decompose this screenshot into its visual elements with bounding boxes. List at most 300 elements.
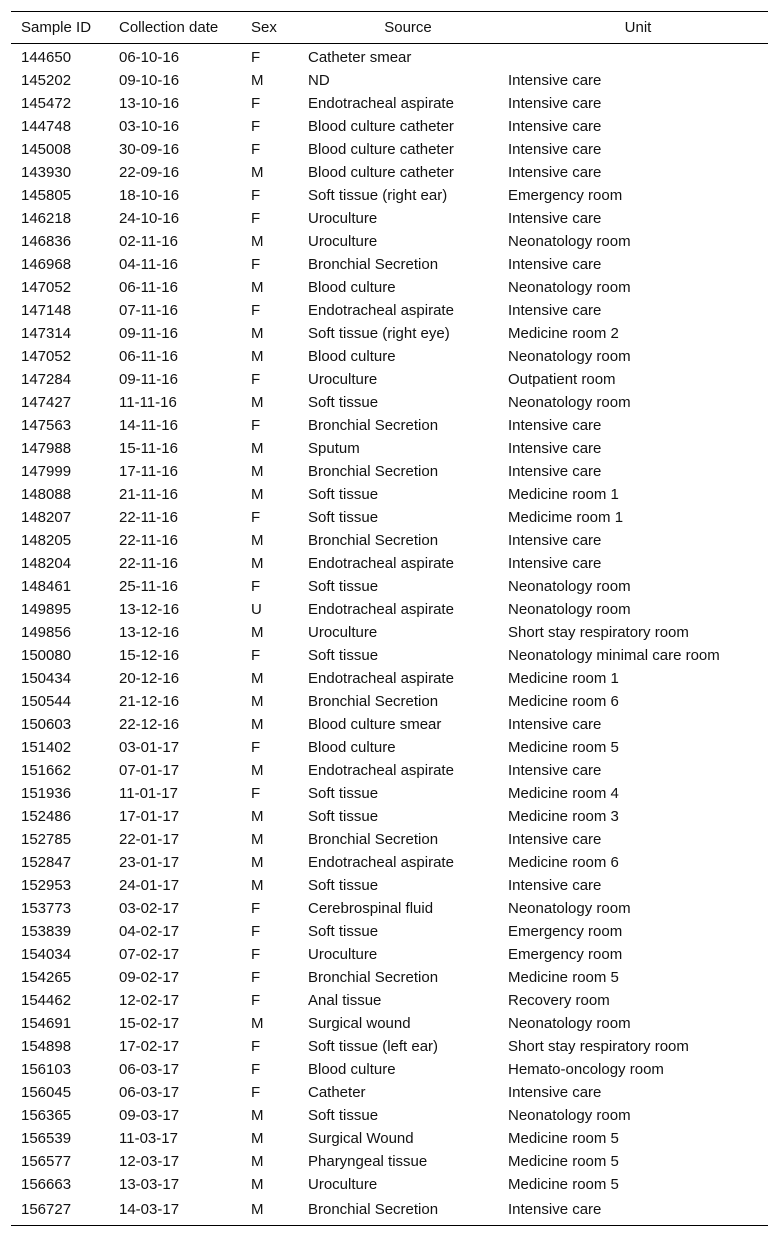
cell-sample-id: 147314 <box>21 325 72 342</box>
cell-unit: Medicine room 1 <box>508 486 619 503</box>
table-row <box>11 1196 768 1226</box>
cell-collection-date: 12-02-17 <box>119 992 180 1009</box>
table-row <box>11 736 768 759</box>
cell-source: Endotracheal aspirate <box>308 670 454 687</box>
cell-collection-date: 06-11-16 <box>119 348 178 365</box>
cell-collection-date: 15-02-17 <box>119 1015 180 1032</box>
cell-source: Soft tissue <box>308 877 379 894</box>
table-row <box>11 299 768 322</box>
table-row <box>11 690 768 713</box>
cell-source: Blood culture catheter <box>308 164 454 181</box>
cell-sample-id: 156539 <box>21 1130 72 1147</box>
cell-source: Sputum <box>308 440 360 457</box>
cell-collection-date: 07-02-17 <box>119 946 180 963</box>
cell-collection-date: 22-11-16 <box>119 509 178 526</box>
cell-source: ND <box>308 72 330 89</box>
table-row <box>11 805 768 828</box>
cell-unit: Neonatology room <box>508 601 631 618</box>
table-row <box>11 874 768 897</box>
samples-table <box>11 11 768 1226</box>
cell-source: Blood culture catheter <box>308 118 454 135</box>
cell-unit: Neonatology minimal care room <box>508 647 720 664</box>
table-row <box>11 391 768 414</box>
cell-sample-id: 147563 <box>21 417 72 434</box>
table-row <box>11 69 768 92</box>
cell-collection-date: 09-02-17 <box>119 969 180 986</box>
cell-collection-date: 09-11-16 <box>119 371 178 388</box>
cell-sex: U <box>251 601 262 618</box>
cell-sex: F <box>251 1038 261 1055</box>
cell-sex: M <box>251 670 264 687</box>
cell-collection-date: 17-11-16 <box>119 463 178 480</box>
table-row <box>11 437 768 460</box>
cell-source: Soft tissue <box>308 785 379 802</box>
cell-unit: Medicime room 1 <box>508 509 624 526</box>
table-row <box>11 621 768 644</box>
table-row <box>11 460 768 483</box>
cell-collection-date: 25-11-16 <box>119 578 178 595</box>
cell-source: Bronchial Secretion <box>308 417 439 434</box>
cell-source: Soft tissue (left ear) <box>308 1038 439 1055</box>
cell-sex: F <box>251 141 261 158</box>
cell-source: Catheter smear <box>308 49 412 66</box>
cell-unit: Intensive care <box>508 463 602 480</box>
table-row <box>11 1173 768 1196</box>
cell-sample-id: 151936 <box>21 785 72 802</box>
cell-source: Blood culture catheter <box>308 141 454 158</box>
cell-sex: M <box>251 854 264 871</box>
table-row <box>11 966 768 989</box>
cell-collection-date: 22-12-16 <box>119 716 180 733</box>
cell-unit: Neonatology room <box>508 394 631 411</box>
cell-unit: Short stay respiratory room <box>508 1038 689 1055</box>
cell-sex: M <box>251 1130 264 1147</box>
cell-collection-date: 06-03-17 <box>119 1061 180 1078</box>
table-row <box>11 1012 768 1035</box>
cell-unit: Hemato-oncology room <box>508 1061 664 1078</box>
cell-unit: Emergency room <box>508 187 623 204</box>
cell-sex: M <box>251 164 264 181</box>
cell-sample-id: 154898 <box>21 1038 72 1055</box>
cell-sex: F <box>251 969 261 986</box>
cell-source: Soft tissue <box>308 509 379 526</box>
cell-sample-id: 156365 <box>21 1107 72 1124</box>
cell-sex: F <box>251 1084 261 1101</box>
cell-source: Soft tissue <box>308 486 379 503</box>
table-body <box>11 44 768 1226</box>
cell-sex: M <box>251 72 264 89</box>
cell-unit: Intensive care <box>508 831 602 848</box>
header-sample-id: Sample ID <box>11 12 119 44</box>
cell-sample-id: 154691 <box>21 1015 72 1032</box>
cell-sample-id: 145805 <box>21 187 72 204</box>
cell-collection-date: 03-01-17 <box>119 739 180 756</box>
cell-source: Surgical Wound <box>308 1130 414 1147</box>
header-row <box>11 12 768 44</box>
cell-unit: Intensive care <box>508 1084 602 1101</box>
cell-unit: Neonatology room <box>508 578 631 595</box>
cell-sex: M <box>251 532 264 549</box>
cell-sex: M <box>251 624 264 641</box>
cell-unit: Recovery room <box>508 992 610 1009</box>
cell-collection-date: 11-01-17 <box>119 785 178 802</box>
cell-unit: Neonatology room <box>508 233 631 250</box>
cell-sex: M <box>251 394 264 411</box>
cell-sex: M <box>251 693 264 710</box>
cell-sample-id: 147988 <box>21 440 72 457</box>
cell-sex: M <box>251 1176 264 1193</box>
cell-source: Soft tissue <box>308 808 379 825</box>
cell-collection-date: 04-11-16 <box>119 256 178 273</box>
cell-sex: F <box>251 647 261 664</box>
cell-source: Uroculture <box>308 1176 378 1193</box>
cell-collection-date: 15-12-16 <box>119 647 180 664</box>
cell-collection-date: 17-02-17 <box>119 1038 180 1055</box>
cell-source: Uroculture <box>308 233 378 250</box>
table-row <box>11 92 768 115</box>
cell-sample-id: 156045 <box>21 1084 72 1101</box>
cell-sample-id: 152847 <box>21 854 72 871</box>
cell-sample-id: 146836 <box>21 233 72 250</box>
cell-source: Endotracheal aspirate <box>308 601 454 618</box>
cell-collection-date: 14-11-16 <box>119 417 178 434</box>
cell-unit: Intensive care <box>508 440 602 457</box>
cell-sex: F <box>251 49 261 66</box>
cell-sex: M <box>251 1153 264 1170</box>
cell-sample-id: 150434 <box>21 670 72 687</box>
cell-sex: F <box>251 900 261 917</box>
cell-collection-date: 06-11-16 <box>119 279 178 296</box>
cell-sample-id: 147052 <box>21 348 72 365</box>
table-row <box>11 414 768 437</box>
cell-collection-date: 06-03-17 <box>119 1084 180 1101</box>
cell-sample-id: 154265 <box>21 969 72 986</box>
cell-sample-id: 147052 <box>21 279 72 296</box>
cell-sex: F <box>251 509 261 526</box>
cell-sex: M <box>251 348 264 365</box>
cell-unit: Intensive care <box>508 210 602 227</box>
cell-sample-id: 148205 <box>21 532 72 549</box>
cell-source: Endotracheal aspirate <box>308 302 454 319</box>
cell-collection-date: 21-11-16 <box>119 486 178 503</box>
cell-collection-date: 09-10-16 <box>119 72 180 89</box>
cell-source: Soft tissue (right ear) <box>308 187 448 204</box>
cell-sex: M <box>251 808 264 825</box>
cell-unit: Intensive care <box>508 118 602 135</box>
cell-unit: Intensive care <box>508 877 602 894</box>
cell-source: Bronchial Secretion <box>308 831 439 848</box>
cell-sex: M <box>251 716 264 733</box>
cell-sex: F <box>251 187 261 204</box>
cell-collection-date: 15-11-16 <box>119 440 178 457</box>
cell-collection-date: 22-09-16 <box>119 164 180 181</box>
cell-unit: Medicine room 2 <box>508 325 619 342</box>
cell-sample-id: 156577 <box>21 1153 72 1170</box>
cell-unit: Intensive care <box>508 95 602 112</box>
cell-unit: Emergency room <box>508 946 623 963</box>
header-sex: Sex <box>251 12 308 44</box>
cell-unit: Medicine room 4 <box>508 785 619 802</box>
cell-sample-id: 149895 <box>21 601 72 618</box>
cell-sample-id: 150544 <box>21 693 72 710</box>
table-header <box>11 12 768 44</box>
cell-source: Blood culture <box>308 1061 396 1078</box>
cell-sample-id: 151662 <box>21 762 72 779</box>
cell-unit: Intensive care <box>508 716 602 733</box>
cell-collection-date: 03-10-16 <box>119 118 180 135</box>
cell-collection-date: 02-11-16 <box>119 233 178 250</box>
cell-source: Surgical wound <box>308 1015 411 1032</box>
cell-sample-id: 149856 <box>21 624 72 641</box>
cell-unit <box>508 44 768 70</box>
cell-unit: Intensive care <box>508 302 602 319</box>
cell-unit: Intensive care <box>508 164 602 181</box>
cell-sex: F <box>251 302 261 319</box>
cell-unit: Neonatology room <box>508 348 631 365</box>
cell-collection-date: 11-11-16 <box>119 394 177 411</box>
cell-collection-date: 18-10-16 <box>119 187 180 204</box>
cell-unit: Outpatient room <box>508 371 616 388</box>
cell-source: Bronchial Secretion <box>308 256 439 273</box>
cell-collection-date: 09-11-16 <box>119 325 178 342</box>
cell-sample-id: 148461 <box>21 578 72 595</box>
cell-sex: F <box>251 923 261 940</box>
cell-unit: Intensive care <box>508 72 602 89</box>
cell-source: Uroculture <box>308 624 378 641</box>
cell-collection-date: 06-10-16 <box>119 49 180 66</box>
cell-unit: Intensive care <box>508 1196 768 1226</box>
cell-collection-date: 13-12-16 <box>119 601 180 618</box>
cell-collection-date: 14-03-17 <box>119 1196 251 1226</box>
cell-sex: M <box>251 1107 264 1124</box>
table-row <box>11 644 768 667</box>
cell-sample-id: 150080 <box>21 647 72 664</box>
cell-sample-id: 156103 <box>21 1061 72 1078</box>
cell-sample-id: 146218 <box>21 210 72 227</box>
cell-source: Bronchial Secretion <box>308 693 439 710</box>
cell-sex: M <box>251 486 264 503</box>
cell-collection-date: 20-12-16 <box>119 670 180 687</box>
cell-sample-id: 144748 <box>21 118 72 135</box>
cell-source: Soft tissue <box>308 578 379 595</box>
table-row <box>11 506 768 529</box>
cell-source: Blood culture <box>308 739 396 756</box>
cell-collection-date: 17-01-17 <box>119 808 180 825</box>
cell-collection-date: 03-02-17 <box>119 900 180 917</box>
cell-unit: Medicine room 5 <box>508 1153 619 1170</box>
cell-sample-id: 153839 <box>21 923 72 940</box>
cell-sex: M <box>251 762 264 779</box>
cell-sex: F <box>251 256 261 273</box>
table-row <box>11 253 768 276</box>
cell-sex: M <box>251 233 264 250</box>
table-row <box>11 598 768 621</box>
cell-sex: F <box>251 118 261 135</box>
cell-sex: F <box>251 1061 261 1078</box>
cell-source: Blood culture <box>308 279 396 296</box>
cell-collection-date: 21-12-16 <box>119 693 180 710</box>
cell-source: Endotracheal aspirate <box>308 555 454 572</box>
cell-source: Endotracheal aspirate <box>308 95 454 112</box>
cell-unit: Neonatology room <box>508 1107 631 1124</box>
cell-unit: Medicine room 5 <box>508 969 619 986</box>
cell-collection-date: 12-03-17 <box>119 1153 180 1170</box>
table-row <box>11 713 768 736</box>
table-row <box>11 1150 768 1173</box>
cell-source: Blood culture smear <box>308 716 442 733</box>
cell-sex: M <box>251 877 264 894</box>
cell-collection-date: 30-09-16 <box>119 141 180 158</box>
cell-collection-date: 13-03-17 <box>119 1176 180 1193</box>
table-row <box>11 115 768 138</box>
cell-source: Bronchial Secretion <box>308 969 439 986</box>
cell-unit: Neonatology room <box>508 900 631 917</box>
cell-source: Uroculture <box>308 371 378 388</box>
header-unit: Unit <box>508 12 768 44</box>
header-collection-date: Collection date <box>119 12 251 44</box>
cell-unit: Neonatology room <box>508 279 631 296</box>
cell-sex: M <box>251 279 264 296</box>
cell-source: Soft tissue <box>308 394 379 411</box>
cell-unit: Intensive care <box>508 762 602 779</box>
cell-sample-id: 148207 <box>21 509 72 526</box>
samples-table-container <box>11 11 768 1226</box>
cell-sample-id: 152486 <box>21 808 72 825</box>
table-row <box>11 483 768 506</box>
cell-sex: F <box>251 992 261 1009</box>
cell-sample-id: 148088 <box>21 486 72 503</box>
cell-source: Uroculture <box>308 946 378 963</box>
cell-unit: Medicine room 6 <box>508 693 619 710</box>
cell-collection-date: 23-01-17 <box>119 854 180 871</box>
table-row <box>11 1127 768 1150</box>
cell-sample-id: 156727 <box>11 1196 119 1226</box>
cell-collection-date: 24-10-16 <box>119 210 180 227</box>
table-row <box>11 575 768 598</box>
cell-sex: F <box>251 95 261 112</box>
cell-sample-id: 145008 <box>21 141 72 158</box>
cell-source: Blood culture <box>308 348 396 365</box>
cell-source: Endotracheal aspirate <box>308 762 454 779</box>
cell-sample-id: 147148 <box>21 302 72 319</box>
cell-sample-id: 154034 <box>21 946 72 963</box>
cell-source: Bronchial Secretion <box>308 532 439 549</box>
header-source: Source <box>308 12 508 44</box>
table-row <box>11 276 768 299</box>
cell-source: Soft tissue <box>308 1107 379 1124</box>
cell-unit: Emergency room <box>508 923 623 940</box>
cell-unit: Intensive care <box>508 141 602 158</box>
cell-collection-date: 11-03-17 <box>119 1130 178 1147</box>
cell-sex: F <box>251 578 261 595</box>
table-row <box>11 184 768 207</box>
cell-sample-id: 145472 <box>21 95 72 112</box>
cell-unit: Medicine room 3 <box>508 808 619 825</box>
table-row <box>11 1035 768 1058</box>
table-row <box>11 345 768 368</box>
table-row <box>11 943 768 966</box>
cell-unit: Neonatology room <box>508 1015 631 1032</box>
table-row <box>11 989 768 1012</box>
cell-collection-date: 13-12-16 <box>119 624 180 641</box>
cell-sex: M <box>251 325 264 342</box>
table-row <box>11 529 768 552</box>
cell-unit: Intensive care <box>508 532 602 549</box>
cell-sample-id: 145202 <box>21 72 72 89</box>
cell-sample-id: 152953 <box>21 877 72 894</box>
cell-sex: F <box>251 946 261 963</box>
cell-collection-date: 09-03-17 <box>119 1107 180 1124</box>
cell-source: Uroculture <box>308 210 378 227</box>
table-row <box>11 828 768 851</box>
cell-sample-id: 150603 <box>21 716 72 733</box>
cell-collection-date: 22-01-17 <box>119 831 180 848</box>
cell-sample-id: 143930 <box>21 164 72 181</box>
cell-sample-id: 152785 <box>21 831 72 848</box>
cell-source: Endotracheal aspirate <box>308 854 454 871</box>
cell-source: Bronchial Secretion <box>308 1196 508 1226</box>
cell-unit: Intensive care <box>508 555 602 572</box>
cell-source: Soft tissue <box>308 923 379 940</box>
table-row <box>11 897 768 920</box>
cell-unit: Short stay respiratory room <box>508 624 689 641</box>
cell-collection-date: 22-11-16 <box>119 532 178 549</box>
cell-sex: M <box>251 555 264 572</box>
cell-unit: Medicine room 5 <box>508 1176 619 1193</box>
cell-sample-id: 144650 <box>21 49 72 66</box>
table-row <box>11 920 768 943</box>
table-row <box>11 138 768 161</box>
table-row <box>11 322 768 345</box>
cell-sample-id: 147427 <box>21 394 72 411</box>
table-row <box>11 1104 768 1127</box>
cell-sample-id: 156663 <box>21 1176 72 1193</box>
cell-unit: Medicine room 6 <box>508 854 619 871</box>
cell-sex: F <box>251 210 261 227</box>
cell-sex: M <box>251 440 264 457</box>
cell-sample-id: 151402 <box>21 739 72 756</box>
cell-source: Anal tissue <box>308 992 382 1009</box>
cell-sex: M <box>251 463 264 480</box>
cell-collection-date: 04-02-17 <box>119 923 180 940</box>
table-row <box>11 667 768 690</box>
cell-source: Soft tissue <box>308 647 379 664</box>
cell-sex: F <box>251 417 261 434</box>
cell-unit: Medicine room 5 <box>508 1130 619 1147</box>
cell-sex: F <box>251 739 261 756</box>
cell-sample-id: 148204 <box>21 555 72 572</box>
table-row <box>11 1058 768 1081</box>
cell-source: Soft tissue (right eye) <box>308 325 450 342</box>
cell-sex: M <box>251 1196 308 1226</box>
cell-source: Catheter <box>308 1084 366 1101</box>
cell-sample-id: 154462 <box>21 992 72 1009</box>
cell-source: Cerebrospinal fluid <box>308 900 434 917</box>
table-row <box>11 44 768 70</box>
cell-sex: M <box>251 1015 264 1032</box>
cell-unit: Intensive care <box>508 417 602 434</box>
cell-sample-id: 147284 <box>21 371 72 388</box>
cell-source: Bronchial Secretion <box>308 463 439 480</box>
cell-collection-date: 07-11-16 <box>119 302 178 319</box>
table-row <box>11 207 768 230</box>
cell-sex: F <box>251 371 261 388</box>
cell-collection-date: 07-01-17 <box>119 762 180 779</box>
cell-unit: Medicine room 1 <box>508 670 619 687</box>
table-row <box>11 552 768 575</box>
table-row <box>11 161 768 184</box>
table-row <box>11 782 768 805</box>
